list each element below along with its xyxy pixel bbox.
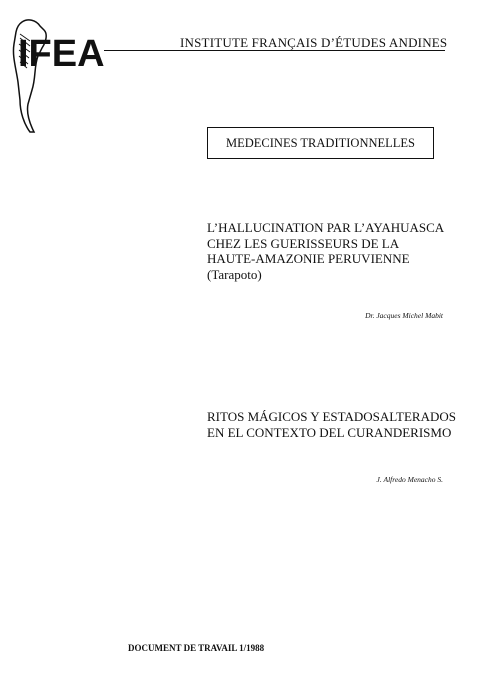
ifea-logo <box>8 8 112 134</box>
work-title-line: CHEZ LES GUERISSEURS DE LA <box>207 235 400 251</box>
series-title: MEDECINES TRADITIONNELLES <box>226 135 415 150</box>
work-title-line: EN EL CONTEXTO DEL CURANDERISMO <box>207 424 452 440</box>
work-title-line: RITOS MÁGICOS Y ESTADOSALTERADOS <box>207 409 456 424</box>
work-title-2 <box>207 409 456 440</box>
document-number: DOCUMENT DE TRAVAIL 1/1988 <box>128 643 265 653</box>
work-title-line: L’HALLUCINATION PAR L’AYAHUASCA <box>207 220 445 235</box>
work-title-1 <box>207 220 444 282</box>
work-title-line: (Tarapoto) <box>207 266 262 282</box>
institute-name: INSTITUTE FRANÇAIS D’ÉTUDES ANDINES <box>180 35 448 50</box>
work-title-line: HAUTE-AMAZONIE PERUVIENNE <box>207 251 410 266</box>
series-title-box <box>207 127 434 159</box>
logo-lettering: IFEA <box>18 33 105 75</box>
author-1: Dr. Jacques Michel Mabit <box>365 311 443 320</box>
author-2: J. Alfredo Menacho S. <box>376 475 443 484</box>
